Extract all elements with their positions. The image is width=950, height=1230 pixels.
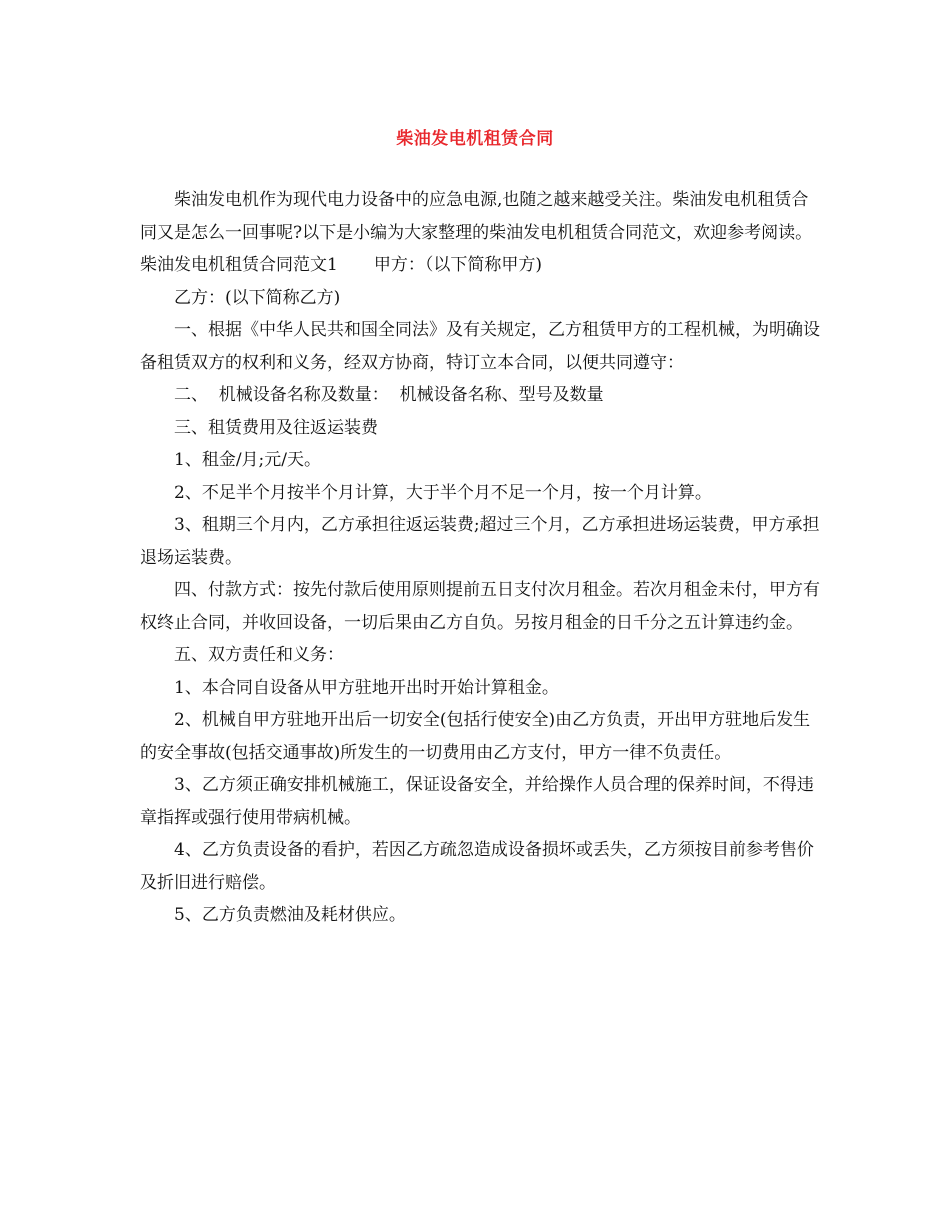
party-a: 甲方：（以下简称甲方) [373,255,542,275]
clause-3: 三、租赁费用及往返运装费 [174,417,378,438]
item-5-5: 5、乙方负责燃油及耗材供应。 [174,905,406,925]
item-3-1: 1、租金/月;元/天。 [174,450,321,470]
item-5-3: 3、乙方须正确安排机械施工，保证设备安全，并给操作人员合理的保养时间，不得违章指挥或强行使用带病机械。 [140,775,814,828]
party-b: 乙方：(以下简称乙方) [174,287,341,308]
sample-heading-row [140,249,820,282]
item-3-3: 3、租期三个月内，乙方承担往返运装费;超过三个月，乙方承担进场运装费，甲方承担退场运装费。 [140,515,820,568]
document-title: 柴油发电机租赁合同 [396,129,554,149]
item-5-4: 4、乙方负责设备的看护，若因乙方疏忽造成设备损坏或丢失，乙方须按目前参考售价及折旧进行赔偿。 [140,840,814,893]
intro-paragraph: 柴油发电机作为现代电力设备中的应急电源,也随之越来越受关注。柴油发电机租赁合同又是怎么一回事呢?以下是小编为大家整理的柴油发电机租赁合同范文，欢迎参考阅读。 [140,190,813,243]
item-5-2: 2、机械自甲方驻地开出后一切安全(包括行使安全)由乙方负责，开出甲方驻地后发生的安全事故(包括交通事故)所发生的一切费用由乙方支付，甲方一律不负责任。 [140,710,811,763]
clause-5: 五、双方责任和义务： [174,645,344,665]
document-body [140,184,820,932]
item-5-1: 1、本合同自设备从甲方驻地开出时开始计算租金。 [174,677,559,698]
clause-4: 四、付款方式：按先付款后使用原则提前五日支付次月租金。若次月租金未付，甲方有权终止合同，并收回设备，一切后果由乙方自负。另按月租金的日千分之五计算违约金。 [140,580,820,633]
sample-heading: 柴油发电机租赁合同范文1 [140,255,338,275]
clause-2: 二、 机械设备名称及数量： 机械设备名称、型号及数量 [174,385,604,405]
item-3-2: 2、不足半个月按半个月计算，大于半个月不足一个月，按一个月计算。 [174,482,712,503]
clause-1: 一、根据《中华人民共和国全同法》及有关规定，乙方租赁甲方的工程机械，为明确设备租赁双方的权利和义务，经双方协商，特订立本合同，以便共同遵守： [140,320,820,373]
